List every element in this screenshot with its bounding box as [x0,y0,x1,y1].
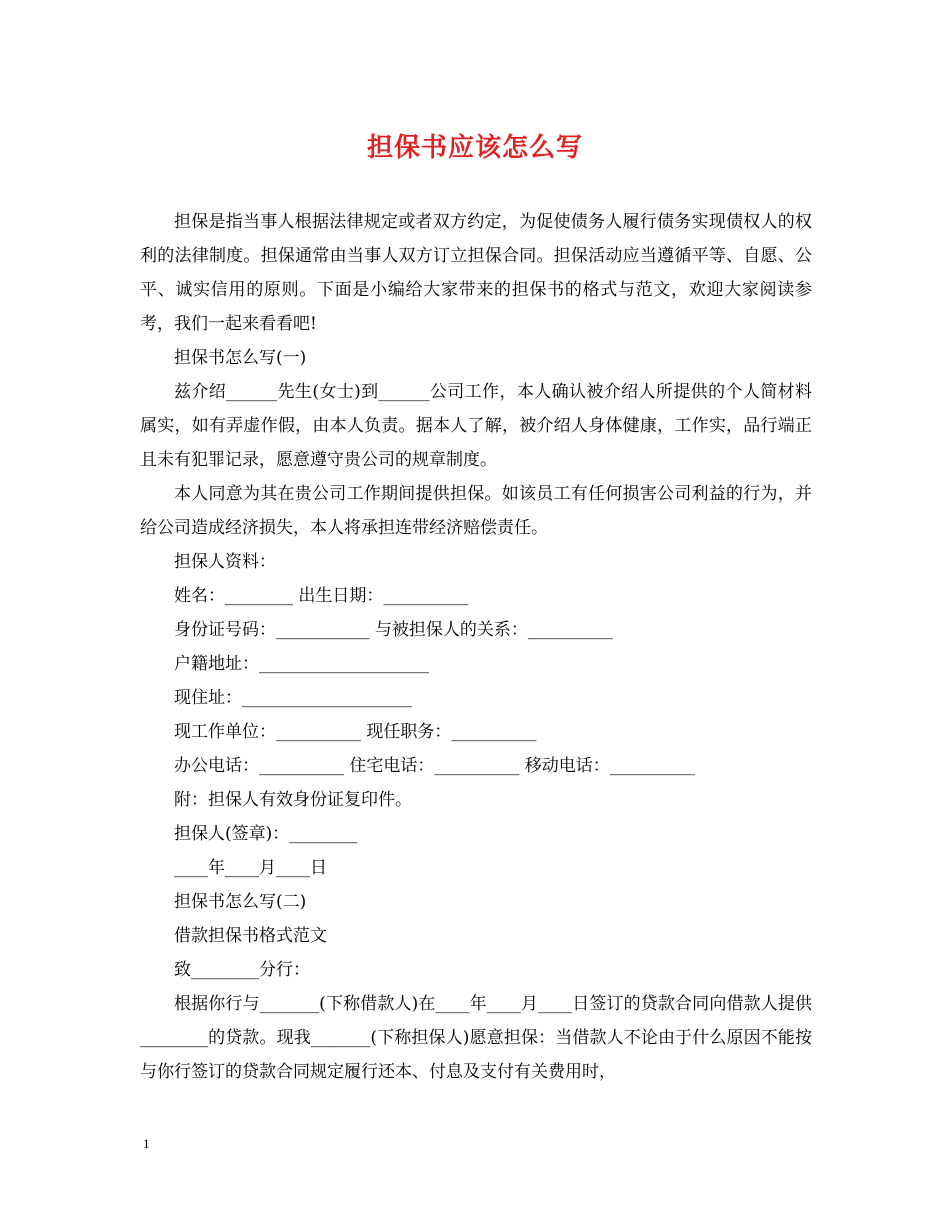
body-paragraph: 本人同意为其在贵公司工作期间提供担保。如该员工有任何损害公司利益的行为，并给公司造成经济损失，本人将承担连带经济赔偿责任。 [140,484,812,538]
document-title: 担保书应该怎么写 [366,133,583,163]
form-line-employer: 现工作单位：__________ 现任职务：__________ [174,722,537,742]
form-line-id: 身份证号码：___________ 与被担保人的关系：__________ [174,620,613,640]
form-line-current-address: 现住址：____________________ [174,688,412,708]
signature-line: 担保人(签章)：________ [174,824,358,844]
salutation-line: 致________分行： [174,960,310,980]
body-paragraph: 兹介绍______先生(女士)到______公司工作，本人确认被介绍人所提供的个人简材料属实，如有弄虚作假，由本人负责。据本人了解，被介绍人身体健康，工作实，品行端正且未有犯罪记录，愿意遵守贵公司的规章制度。 [140,382,812,470]
document-body [140,205,812,1089]
section-heading-2: 担保书怎么写(二) [174,892,307,912]
form-line-phones: 办公电话：__________ 住宅电话：__________ 移动电话：__________ [174,756,695,776]
intro-paragraph: 担保是指当事人根据法律规定或者双方约定，为促使债务人履行债务实现债权人的权利的法律制度。担保通常由当事人双方订立担保合同。担保活动应当遵循平等、自愿、公平、诚实信用的原则。下面是小编给大家带来的担保书的格式与范文，欢迎大家阅读参考，我们一起来看看吧! [140,212,812,334]
attachment-note: 附：担保人有效身份证复印件。 [174,790,412,810]
page-number: 1 [143,1136,150,1151]
date-line: ____年____月____日 [174,858,327,878]
guarantor-info-heading: 担保人资料： [174,552,276,572]
section-heading-1: 担保书怎么写(一) [174,348,307,368]
form-line-household-address: 户籍地址：____________________ [174,654,429,674]
subsection-heading: 借款担保书格式范文 [174,926,327,946]
body-paragraph: 根据你行与_______(下称借款人)在____年____月____日签订的贷款合同向借款人提供________的贷款。现我_______(下称担保人)愿意担保：当借款人不论由于什么原因不能按与你行签订的贷款合同规定履行还本、付息及支付有关费用时， [140,994,812,1082]
form-line-name: 姓名：________ 出生日期：__________ [174,586,469,606]
